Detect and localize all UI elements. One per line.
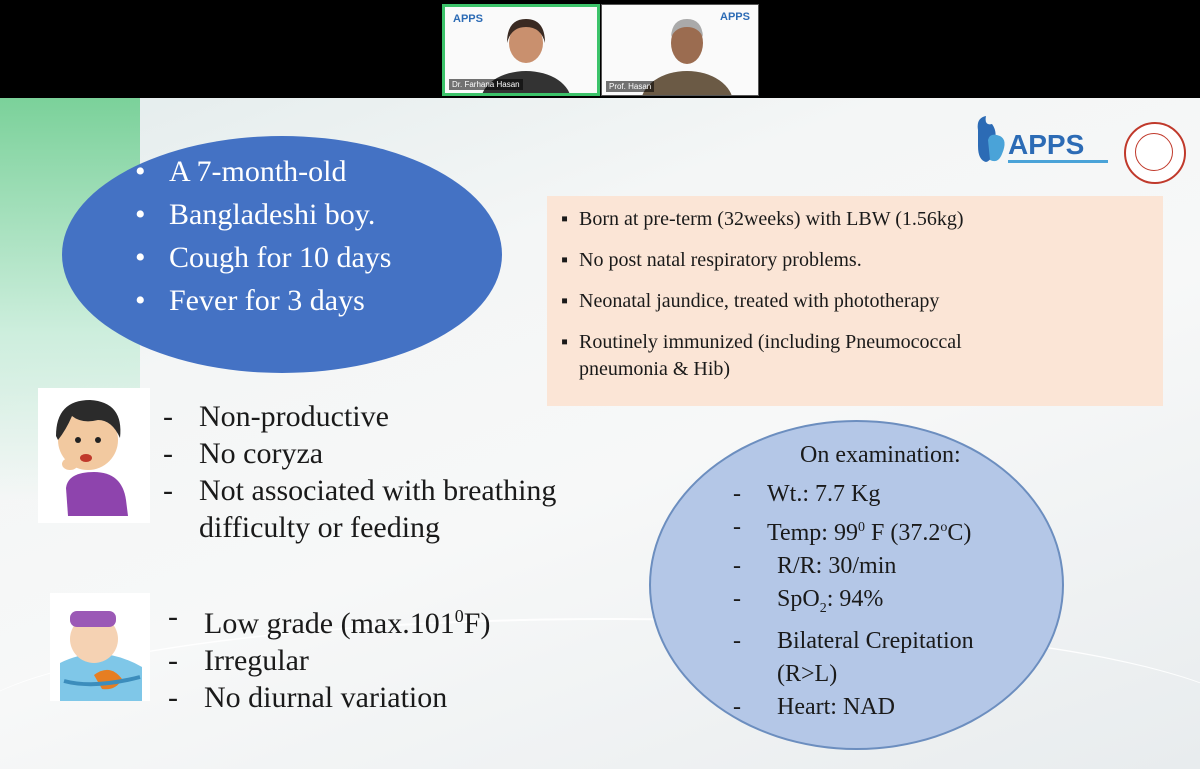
exam-item-rr: - R/R: 30/min — [733, 550, 1053, 583]
summary-item-cough: • Cough for 10 days — [135, 236, 475, 279]
fever-item-irregular: - Irregular — [168, 642, 588, 679]
apps-logo-small: APPS — [453, 13, 483, 25]
coughing-child-icon — [38, 388, 150, 523]
presentation-slide — [0, 98, 1200, 769]
participant-2-name: Prof. Hasan — [606, 81, 654, 92]
fever-item-diurnal: - No diurnal variation — [168, 679, 588, 716]
case-summary-list — [135, 150, 475, 322]
summary-item-age-cont: • Bangladeshi boy. — [135, 193, 475, 236]
exam-item-weight: - Wt.: 7.7 Kg — [733, 478, 1053, 511]
history-item-jaundice: ▪ Neonatal jaundice, treated with phototherapy — [561, 288, 1163, 315]
cough-item-coryza: - No coryza — [163, 435, 643, 472]
fever-details-list — [168, 598, 588, 716]
society-seal-icon — [1124, 122, 1186, 184]
birth-history-box — [547, 196, 1163, 406]
participant-tile-1[interactable] — [442, 4, 600, 96]
summary-item-fever: • Fever for 3 days — [135, 279, 475, 322]
participant-1-name: Dr. Farhana Hasan — [449, 79, 523, 90]
apps-logo-text: APPS — [1008, 129, 1085, 160]
apps-logo-small-2: APPS — [720, 11, 750, 23]
fever-item-grade: - Low grade (max.101$^0$F) — [168, 598, 588, 642]
apps-logo-icon — [972, 110, 1112, 170]
birth-history-list — [547, 196, 1163, 383]
cough-item-nonproductive: - Non-productive — [163, 398, 643, 435]
exam-item-spo2: - SpO$_2$: 94% — [733, 583, 1053, 625]
examination-title: On examination: — [800, 442, 961, 468]
summary-item-age: • A 7-month-old — [135, 150, 475, 193]
history-item-postnatal: ▪ No post natal respiratory problems. — [561, 247, 1163, 274]
history-item-preterm: ▪ Born at pre-term (32weeks) with LBW (1.56kg) — [561, 206, 1163, 233]
exam-item-crepitation: - Bilateral Crepitation (R>L) — [733, 625, 1053, 691]
participant-tile-2[interactable] — [601, 4, 759, 96]
sick-child-icon — [50, 593, 150, 701]
cough-details-list — [163, 398, 643, 546]
video-call-bar — [0, 0, 1200, 98]
cough-item-breathing: - Not associated with breathing difficulty or feeding — [163, 472, 643, 546]
history-item-immunized: ▪ Routinely immunized (including Pneumococcal pneumonia & Hib) — [561, 329, 1163, 383]
exam-item-heart: - Heart: NAD — [733, 691, 1053, 724]
exam-item-temp: - Temp: $99^0$ F (37.2$^o$C) — [733, 511, 1053, 550]
participant-2-video-icon — [642, 11, 732, 95]
examination-list — [733, 478, 1053, 724]
